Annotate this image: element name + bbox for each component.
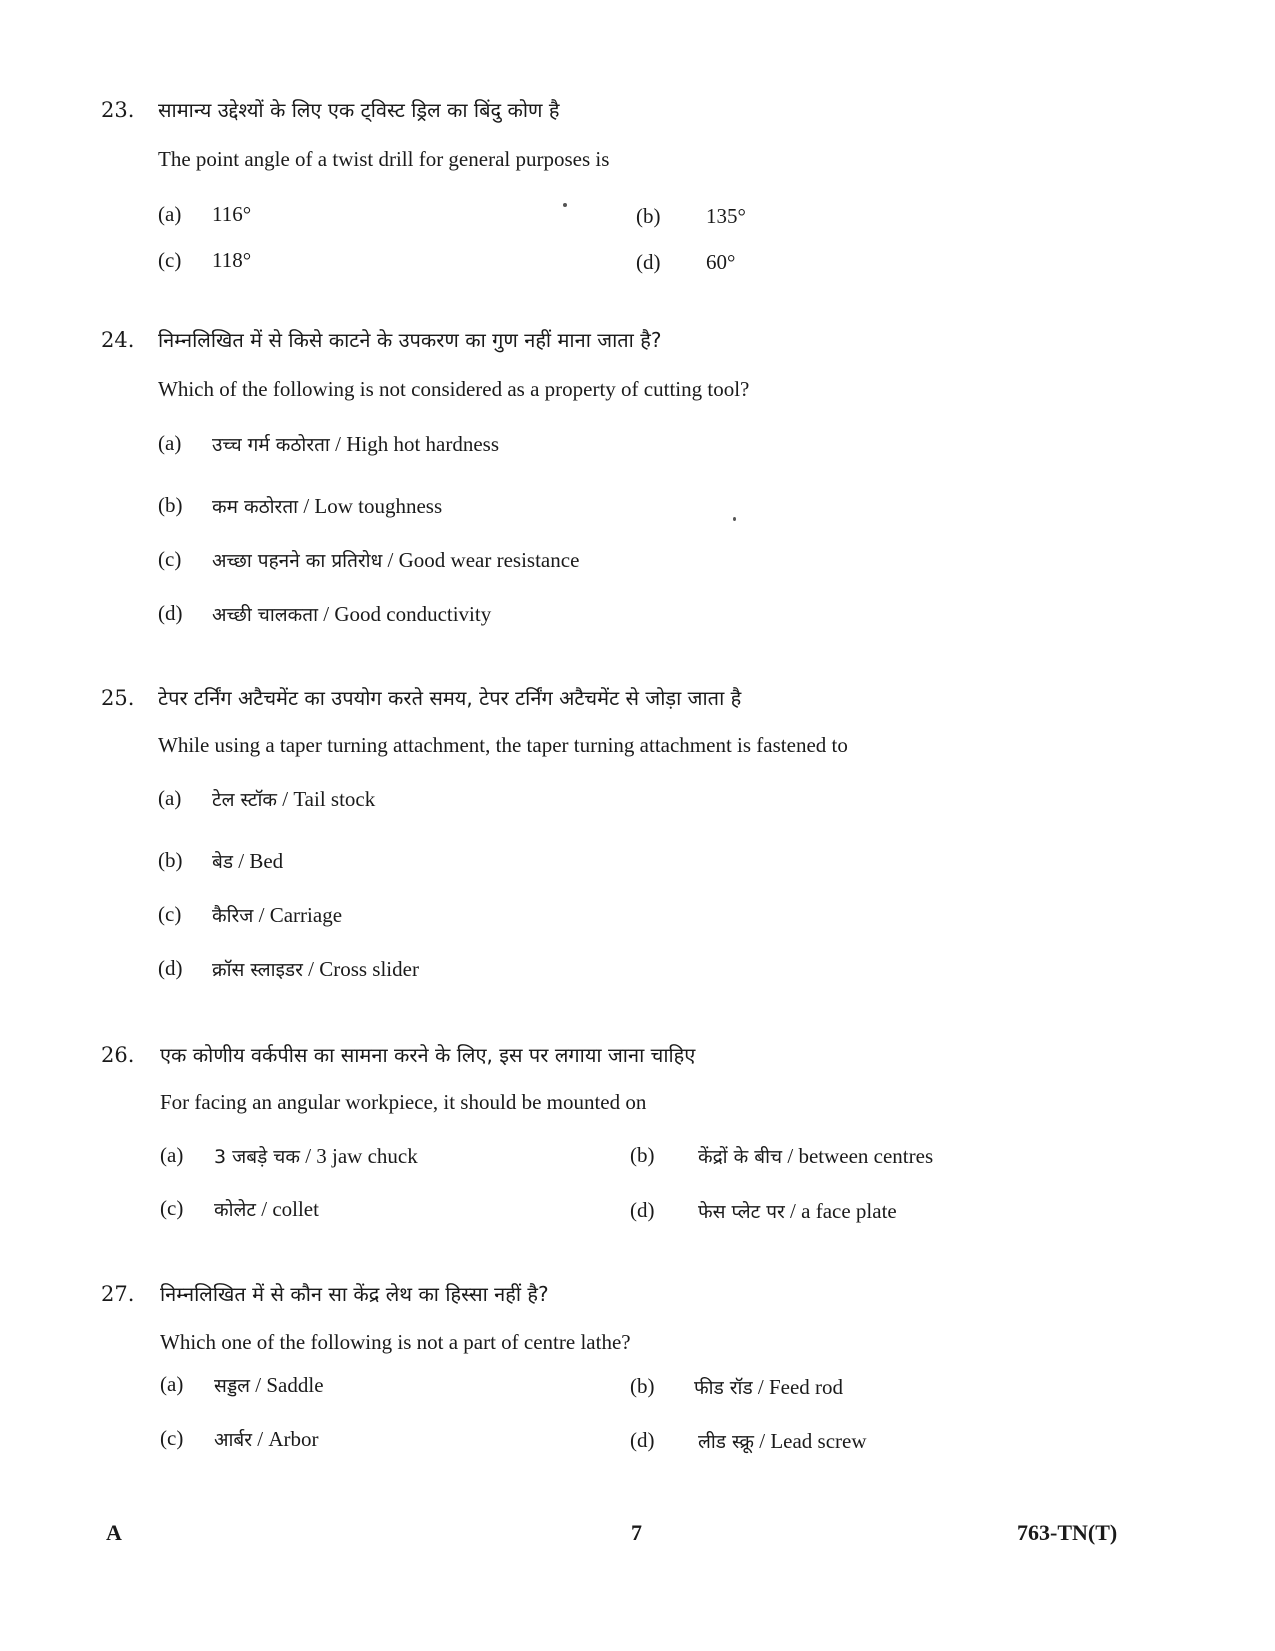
option-a-label: (a) [158,786,182,810]
option-b-label: (b) [158,848,183,872]
option-b-text: बेड / Bed [212,849,284,873]
scan-speck [563,203,567,207]
question-english: The point angle of a twist drill for general purposes is [158,147,610,171]
question-english: Which of the following is not considered as a property of cutting tool? [158,377,750,401]
option-c-text: आर्बर / Arbor [214,1427,319,1451]
option-a-label: (a) [160,1372,184,1396]
option-c-text: कैरिज / Carriage [212,903,343,927]
paper-code: 763-TN(T) [1017,1520,1118,1545]
option-b-label: (b) [158,493,183,517]
option-d-text: क्रॉस स्लाइडर / Cross slider [212,957,419,981]
option-c-label: (c) [158,902,182,926]
option-d-label: (d) [630,1428,655,1452]
option-b-label: (b) [630,1143,655,1167]
option-c-label: (c) [160,1426,184,1450]
question-hindi: निम्नलिखित में से किसे काटने के उपकरण का गुण नहीं माना जाता है? [158,328,662,352]
question-hindi: निम्नलिखित में से कौन सा केंद्र लेथ का हिस्सा नहीं है? [160,1282,549,1306]
option-a-text: टेल स्टॉक / Tail stock [212,787,376,811]
question-hindi: एक कोणीय वर्कपीस का सामना करने के लिए, इस पर लगाया जाना चाहिए [160,1043,696,1067]
question-number: 24. [101,328,135,352]
option-a-label: (a) [158,431,182,455]
option-c-label: (c) [158,248,182,272]
option-d-label: (d) [158,601,183,625]
option-b-text: 135° [706,204,746,228]
option-c-label: (c) [160,1196,184,1220]
question-english: For facing an angular workpiece, it should be mounted on [160,1090,647,1114]
question-english: Which one of the following is not a part of centre lathe? [160,1330,631,1354]
option-b-label: (b) [630,1374,655,1398]
question-number: 27. [101,1282,135,1306]
option-d-text: अच्छी चालकता / Good conductivity [212,602,492,626]
option-d-text: 60° [706,250,736,274]
question-number: 26. [101,1043,135,1067]
option-c-text: अच्छा पहनने का प्रतिरोध / Good wear resistance [212,548,580,572]
option-a-label: (a) [160,1143,184,1167]
option-d-text: लीड स्क्रू / Lead screw [698,1429,867,1453]
option-b-text: कम कठोरता / Low toughness [212,494,443,518]
option-b-text: फीड रॉड / Feed rod [694,1375,844,1399]
scan-speck [733,517,736,521]
option-b-label: (b) [636,204,661,228]
option-b-text: केंद्रों के बीच / between centres [698,1144,934,1168]
question-english: While using a taper turning attachment, the taper turning attachment is fastened to [158,733,848,757]
question-number: 25. [101,686,135,710]
option-a-text: 3 जबड़े चक / 3 jaw chuck [214,1144,418,1168]
option-c-text: 118° [212,248,252,272]
option-a-text: उच्च गर्म कठोरता / High hot hardness [212,432,500,456]
option-a-label: (a) [158,202,182,226]
series-code: A [106,1520,122,1545]
option-d-label: (d) [630,1198,655,1222]
page-number: 7 [631,1520,642,1545]
question-hindi: सामान्य उद्देश्यों के लिए एक ट्विस्ट ड्रिल का बिंदु कोण है [158,98,560,122]
option-d-text: फेस प्लेट पर / a face plate [698,1199,897,1223]
option-a-text: 116° [212,202,252,226]
option-a-text: सड्डल / Saddle [214,1373,324,1397]
option-c-label: (c) [158,547,182,571]
option-d-label: (d) [158,956,183,980]
option-c-text: कोलेट / collet [214,1197,319,1221]
question-number: 23. [101,98,135,122]
question-hindi: टेपर टर्निंग अटैचमेंट का उपयोग करते समय, टेपर टर्निंग अटैचमेंट से जोड़ा जाता है [158,686,742,710]
option-d-label: (d) [636,250,661,274]
